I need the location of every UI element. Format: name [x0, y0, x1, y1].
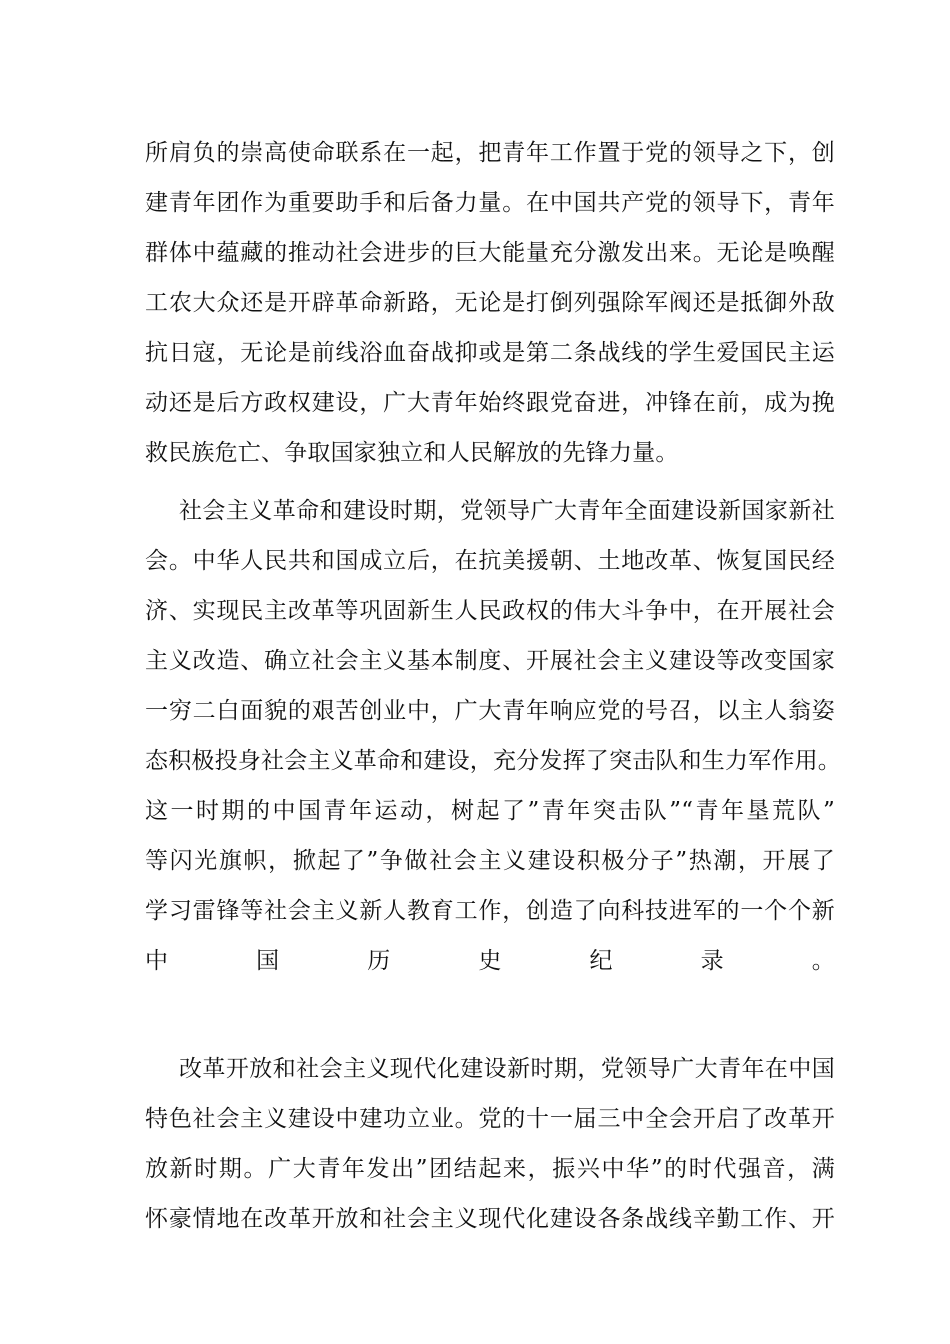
text-line: 等闪光旗帜，掀起了”争做社会主义建设积极分子”热潮，开展了: [145, 848, 835, 874]
text-line: 放新时期。广大青年发出”团结起来，振兴中华”的时代强音，满: [145, 1156, 835, 1182]
text-line: 中国历史纪录。: [145, 948, 835, 974]
text-line: 济、实现民主改革等巩固新生人民政权的伟大斗争中，在开展社会: [145, 598, 835, 624]
text-line: 工农大众还是开辟革命新路，无论是打倒列强除军阀还是抵御外敌: [145, 290, 835, 316]
text-line: 社会主义革命和建设时期，党领导广大青年全面建设新国家新社: [179, 498, 835, 524]
text-line: 这一时期的中国青年运动，树起了”青年突击队”“青年垦荒队”: [145, 798, 835, 824]
text-line: 学习雷锋等社会主义新人教育工作，创造了向科技进军的一个个新: [145, 898, 835, 924]
text-line: 态积极投身社会主义革命和建设，充分发挥了突击队和生力军作用。: [145, 748, 841, 774]
text-line: [145, 986, 835, 1036]
paragraph-3: [145, 1044, 835, 1244]
text-line: 所肩负的崇高使命联系在一起，把青年工作置于党的领导之下，创: [145, 140, 835, 166]
text-line: 一穷二白面貌的艰苦创业中，广大青年响应党的号召，以主人翁姿: [145, 698, 835, 724]
body-text: [145, 128, 841, 1244]
paragraph-1: [145, 128, 835, 478]
text-line: 群体中蕴藏的推动社会进步的巨大能量充分激发出来。无论是唤醒: [145, 240, 835, 266]
text-line: 主义改造、确立社会主义基本制度、开展社会主义建设等改变国家: [145, 648, 835, 674]
text-line: 救民族危亡、争取国家独立和人民解放的先锋力量。: [145, 440, 679, 466]
text-line: 动还是后方政权建设，广大青年始终跟党奋进，冲锋在前，成为挽: [145, 390, 835, 416]
paragraph-2: [145, 486, 841, 1036]
text-line: 会。中华人民共和国成立后，在抗美援朝、土地改革、恢复国民经: [145, 548, 835, 574]
text-line: 改革开放和社会主义现代化建设新时期，党领导广大青年在中国: [179, 1056, 835, 1082]
text-line: 怀豪情地在改革开放和社会主义现代化建设各条战线辛勤工作、开: [145, 1206, 835, 1232]
text-line: 特色社会主义建设中建功立业。党的十一届三中全会开启了改革开: [145, 1106, 835, 1132]
text-line: 建青年团作为重要助手和后备力量。在中国共产党的领导下，青年: [145, 190, 835, 216]
text-line: 抗日寇，无论是前线浴血奋战抑或是第二条战线的学生爱国民主运: [145, 340, 835, 366]
